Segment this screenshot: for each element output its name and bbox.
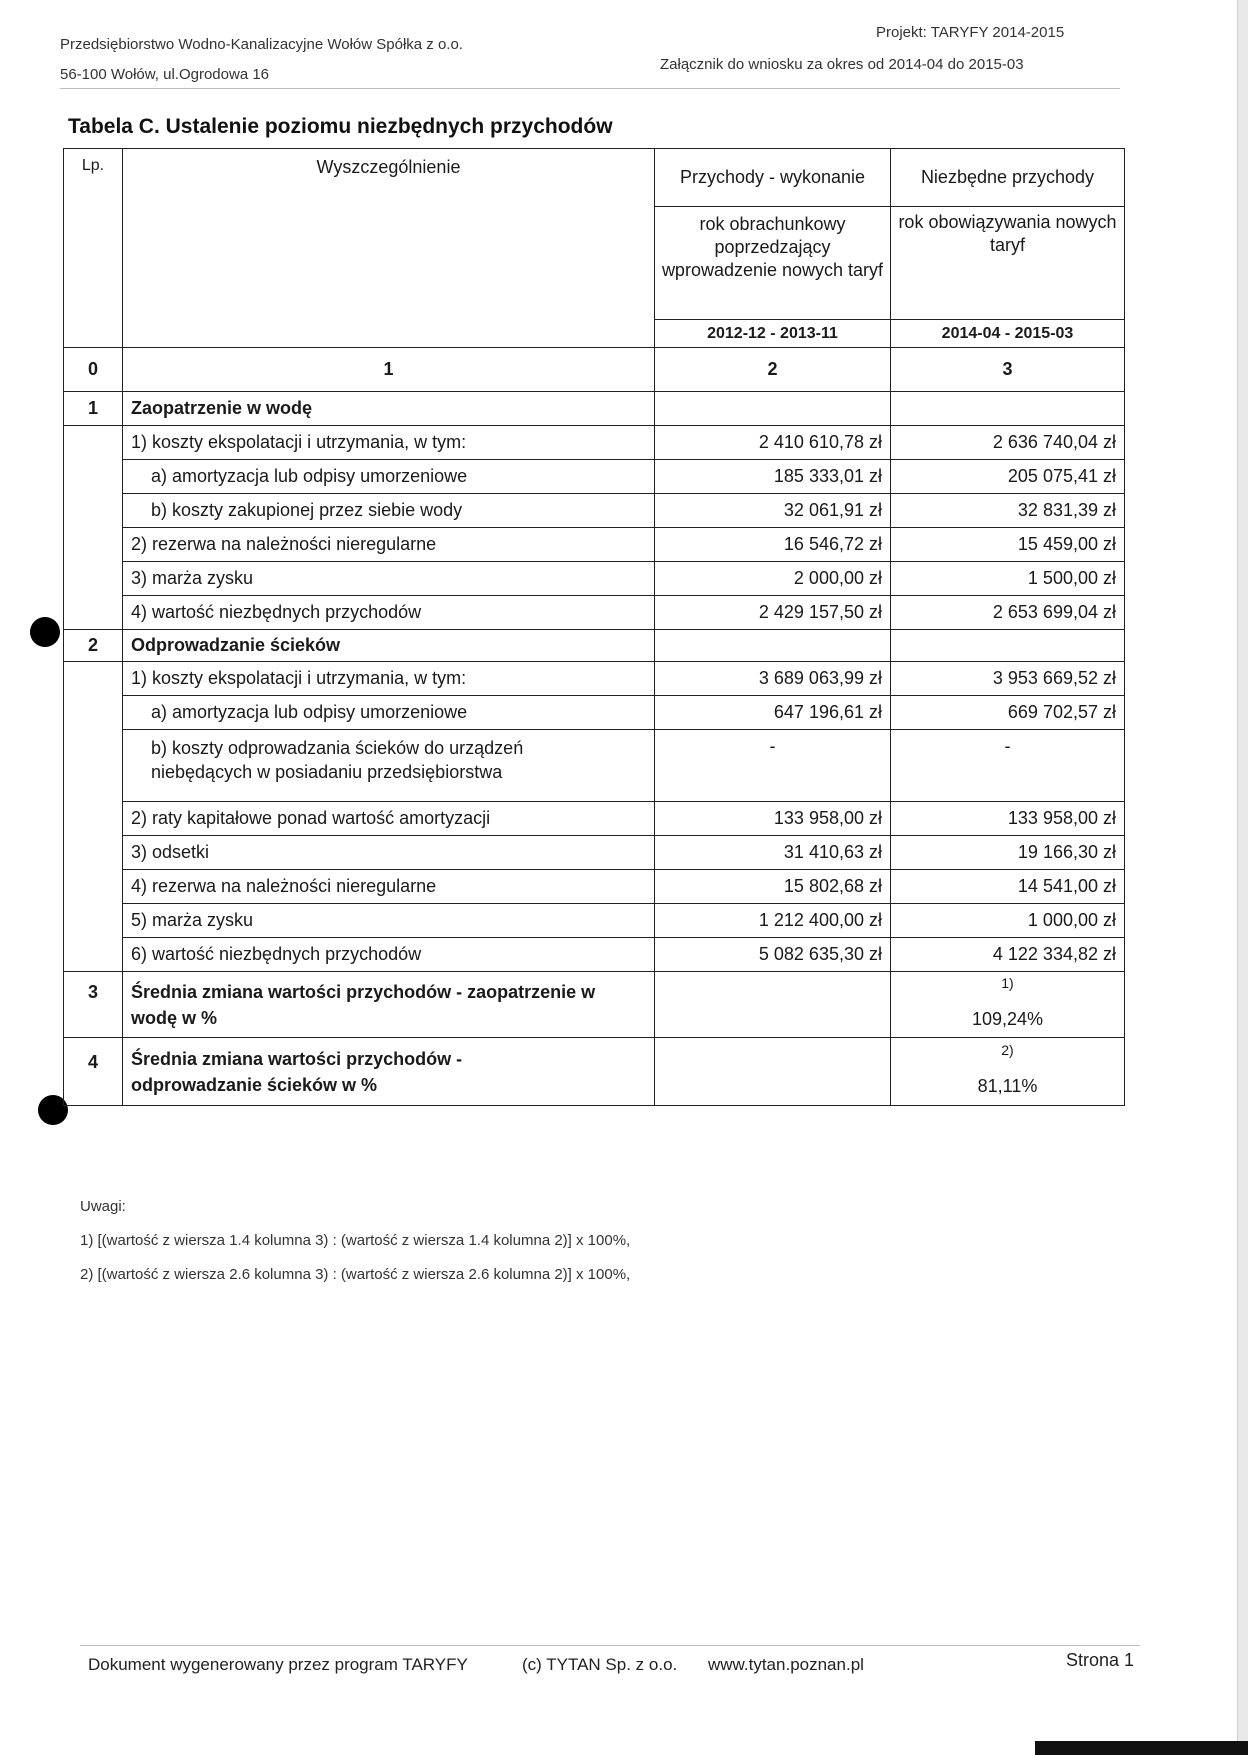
row-value-col2: 2 000,00 zł <box>655 562 891 596</box>
footer-divider <box>80 1645 1140 1646</box>
row-value-col2: 185 333,01 zł <box>655 460 891 494</box>
header-col3-period: 2014-04 - 2015-03 <box>891 320 1125 348</box>
row-value-col2: 1 212 400,00 zł <box>655 904 891 938</box>
row-value-col3: 205 075,41 zł <box>891 460 1125 494</box>
row-value-col2: 3 689 063,99 zł <box>655 662 891 696</box>
row-value-col3: 15 459,00 zł <box>891 528 1125 562</box>
table-row <box>64 662 1125 696</box>
note-1: 1) [(wartość z wiersza 1.4 kolumna 3) : (wartość z wiersza 1.4 kolumna 2)] x 100%, <box>80 1232 631 1249</box>
row-4-value: 81,11% <box>977 1076 1038 1096</box>
row-value-col3: 4 122 334,82 zł <box>891 938 1125 972</box>
table-row <box>64 972 1125 1038</box>
row-label: 2) raty kapitałowe ponad wartość amortyzacji <box>123 802 655 836</box>
row-4-label: Średnia zmiana wartości przychodów - odprowadzanie ścieków w % <box>123 1038 655 1106</box>
row-value-col2: - <box>655 730 891 802</box>
page-edge <box>1237 0 1248 1755</box>
footer-page-number: Strona 1 <box>1066 1650 1135 1670</box>
row-label: 4) wartość niezbędnych przychodów <box>123 596 655 630</box>
table-title: Tabela C. Ustalenie poziomu niezbędnych przychodów <box>68 115 613 138</box>
row-3-note-ref: 1) <box>1001 975 1014 991</box>
footer-generated: Dokument wygenerowany przez program TARYFY <box>88 1655 468 1674</box>
row-label: 5) marża zysku <box>123 904 655 938</box>
table-row <box>64 870 1125 904</box>
table-row <box>64 938 1125 972</box>
row-value-col2: 2 429 157,50 zł <box>655 596 891 630</box>
row-label: 1) koszty ekspolatacji i utrzymania, w tym: <box>123 662 655 696</box>
row-value-col3: 14 541,00 zł <box>891 870 1125 904</box>
header-lp: Lp. <box>64 149 123 320</box>
project-label: Projekt: TARYFY 2014-2015 <box>876 24 1065 41</box>
notes-title: Uwagi: <box>80 1198 126 1215</box>
table-row <box>64 426 1125 460</box>
table-row <box>64 836 1125 870</box>
company-address: 56-100 Wołów, ul.Ogrodowa 16 <box>60 66 270 83</box>
row-value-col3: 3 953 669,52 zł <box>891 662 1125 696</box>
table-row <box>64 730 1125 802</box>
attachment-label: Załącznik do wniosku za okres od 2014-04 do 2015-03 <box>660 56 1024 73</box>
table-row <box>64 696 1125 730</box>
punch-hole <box>30 617 60 647</box>
row-4-note-ref: 2) <box>1001 1042 1014 1058</box>
revenue-table <box>63 148 1125 1106</box>
table-row <box>64 1038 1125 1106</box>
footer-copyright: (c) TYTAN Sp. z o.o. <box>522 1655 678 1674</box>
row-value-col2: 32 061,91 zł <box>655 494 891 528</box>
header-col3-title: Niezbędne przychody <box>891 149 1125 207</box>
row-value-col2: 31 410,63 zł <box>655 836 891 870</box>
table-row <box>64 494 1125 528</box>
header-divider <box>60 88 1120 89</box>
header-col2-period: 2012-12 - 2013-11 <box>655 320 891 348</box>
row-value-col2: 16 546,72 zł <box>655 528 891 562</box>
row-value-col3: 19 166,30 zł <box>891 836 1125 870</box>
row-value-col3: 133 958,00 zł <box>891 802 1125 836</box>
table-row <box>64 904 1125 938</box>
index-2: 2 <box>655 348 891 392</box>
row-label: 1) koszty ekspolatacji i utrzymania, w tym: <box>123 426 655 460</box>
row-label: 2) rezerwa na należności nieregularne <box>123 528 655 562</box>
notes-section <box>80 1190 630 1292</box>
row-label: a) amortyzacja lub odpisy umorzeniowe <box>123 696 655 730</box>
row-value-col3: 669 702,57 zł <box>891 696 1125 730</box>
table-row <box>64 562 1125 596</box>
section-1-label: Zaopatrzenie w wodę <box>123 392 655 426</box>
header-col2-title: Przychody - wykonanie <box>655 149 891 207</box>
row-value-col2: 647 196,61 zł <box>655 696 891 730</box>
table-row <box>64 460 1125 494</box>
row-value-col3: 1 500,00 zł <box>891 562 1125 596</box>
row-value-col3: 2 653 699,04 zł <box>891 596 1125 630</box>
note-2: 2) [(wartość z wiersza 2.6 kolumna 3) : (wartość z wiersza 2.6 kolumna 2)] x 100%, <box>80 1266 631 1283</box>
row-value-col3: - <box>891 730 1125 802</box>
header-description: Wyszczególnienie <box>123 149 655 320</box>
section-2-lp: 2 <box>64 630 123 662</box>
row-label: 6) wartość niezbędnych przychodów <box>123 938 655 972</box>
row-value-col2: 5 082 635,30 zł <box>655 938 891 972</box>
row-value-col3: 2 636 740,04 zł <box>891 426 1125 460</box>
index-1: 1 <box>123 348 655 392</box>
section-1-lp: 1 <box>64 392 123 426</box>
footer-website: www.tytan.poznan.pl <box>708 1655 864 1674</box>
company-name: Przedsiębiorstwo Wodno-Kanalizacyjne Wołów Spółka z o.o. <box>60 36 463 53</box>
table-row <box>64 802 1125 836</box>
scan-edge-bar <box>1035 1741 1248 1755</box>
header-col3-subtitle: rok obowiązywania nowych taryf <box>898 212 1117 255</box>
row-value-col2: 133 958,00 zł <box>655 802 891 836</box>
row-4-lp: 4 <box>64 1038 123 1106</box>
row-label: 3) marża zysku <box>123 562 655 596</box>
section-2-label: Odprowadzanie ścieków <box>123 630 655 662</box>
table-row <box>64 596 1125 630</box>
row-value-col2: 2 410 610,78 zł <box>655 426 891 460</box>
row-label: 4) rezerwa na należności nieregularne <box>123 870 655 904</box>
index-0: 0 <box>64 348 123 392</box>
row-value-col3: 32 831,39 zł <box>891 494 1125 528</box>
row-3-label: Średnia zmiana wartości przychodów - zaopatrzenie w wodę w % <box>123 972 655 1038</box>
row-3-lp: 3 <box>64 972 123 1038</box>
row-value-col3: 1 000,00 zł <box>891 904 1125 938</box>
row-label: b) koszty odprowadzania ścieków do urządzeń niebędących w posiadaniu przedsiębiorstwa <box>123 730 655 802</box>
row-label: b) koszty zakupionej przez siebie wody <box>123 494 655 528</box>
index-3: 3 <box>891 348 1125 392</box>
table-row <box>64 528 1125 562</box>
row-label: a) amortyzacja lub odpisy umorzeniowe <box>123 460 655 494</box>
row-value-col2: 15 802,68 zł <box>655 870 891 904</box>
row-3-value: 109,24% <box>971 1009 1044 1029</box>
row-label: 3) odsetki <box>123 836 655 870</box>
header-col2-subtitle: rok obrachunkowy poprzedzający wprowadzenie nowych taryf <box>661 214 884 280</box>
